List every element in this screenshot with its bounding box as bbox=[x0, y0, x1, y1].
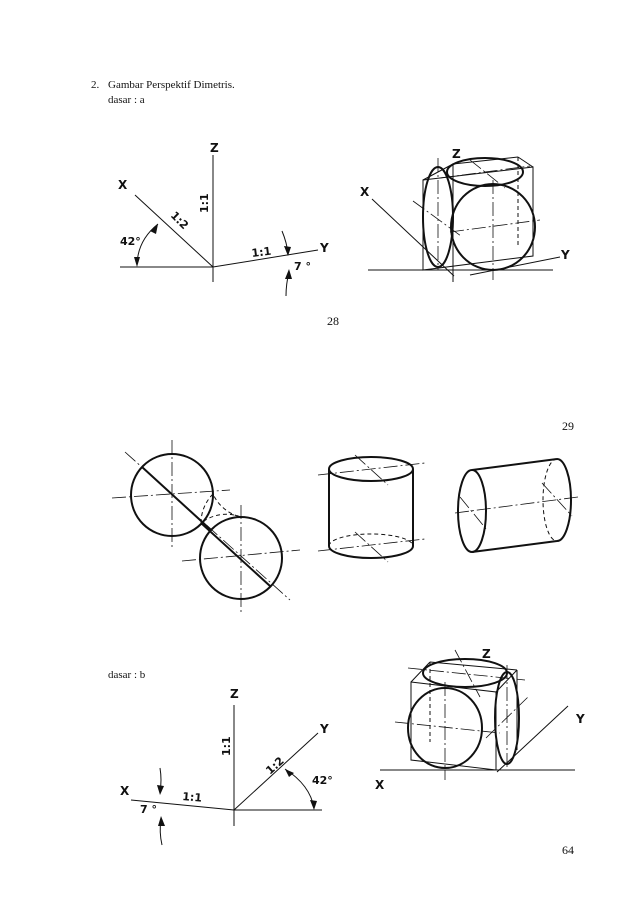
cylinder-diagonal bbox=[112, 440, 300, 615]
axis-b-z-label: Z bbox=[230, 687, 239, 701]
cylinder-upright bbox=[318, 455, 425, 562]
figure-number-29: 29 bbox=[562, 419, 574, 433]
cylinder-horizontal bbox=[455, 459, 578, 552]
axes-diagram-a bbox=[118, 141, 329, 296]
ratio-b-x-label: 1:1 bbox=[181, 790, 203, 805]
angle-b-x-label: 7 ° bbox=[140, 803, 157, 816]
cube-b-x-label: X bbox=[375, 778, 385, 792]
cube-a-x-label: X bbox=[360, 185, 370, 199]
angle-b-y-label: 42° bbox=[312, 774, 333, 787]
ratio-b-y-label: 1:2 bbox=[263, 754, 287, 778]
axes-diagram-b bbox=[120, 687, 333, 845]
figure-number-28: 28 bbox=[327, 314, 339, 328]
axis-x-label: X bbox=[118, 178, 128, 192]
axis-y-label: Y bbox=[320, 241, 329, 255]
basis-a-label: dasar : a bbox=[108, 94, 145, 106]
heading-number: 2. bbox=[91, 79, 100, 91]
page-number: 64 bbox=[562, 843, 574, 857]
angle-y-label: 7 ° bbox=[294, 260, 311, 273]
ratio-y-label: 1:1 bbox=[250, 244, 272, 260]
angle-x-label: 42° bbox=[120, 235, 141, 248]
axis-b-y-label: Y bbox=[320, 722, 329, 736]
ratio-z-label: 1:1 bbox=[198, 193, 211, 213]
basis-b-label: dasar : b bbox=[108, 669, 146, 681]
ratio-b-z-label: 1:1 bbox=[220, 736, 233, 756]
cube-b-z-label: Z bbox=[482, 647, 491, 661]
ratio-x-label: 1:2 bbox=[167, 208, 192, 233]
cube-a-y-label: Y bbox=[561, 248, 570, 262]
cube-diagram-a bbox=[360, 147, 570, 282]
cube-diagram-b bbox=[375, 647, 585, 792]
cube-b-y-label: Y bbox=[576, 712, 585, 726]
cube-a-z-label: Z bbox=[452, 147, 461, 161]
axis-z-label: Z bbox=[210, 141, 219, 155]
heading-title: Gambar Perspektif Dimetris. bbox=[108, 79, 235, 91]
axis-b-x-label: X bbox=[120, 784, 130, 798]
